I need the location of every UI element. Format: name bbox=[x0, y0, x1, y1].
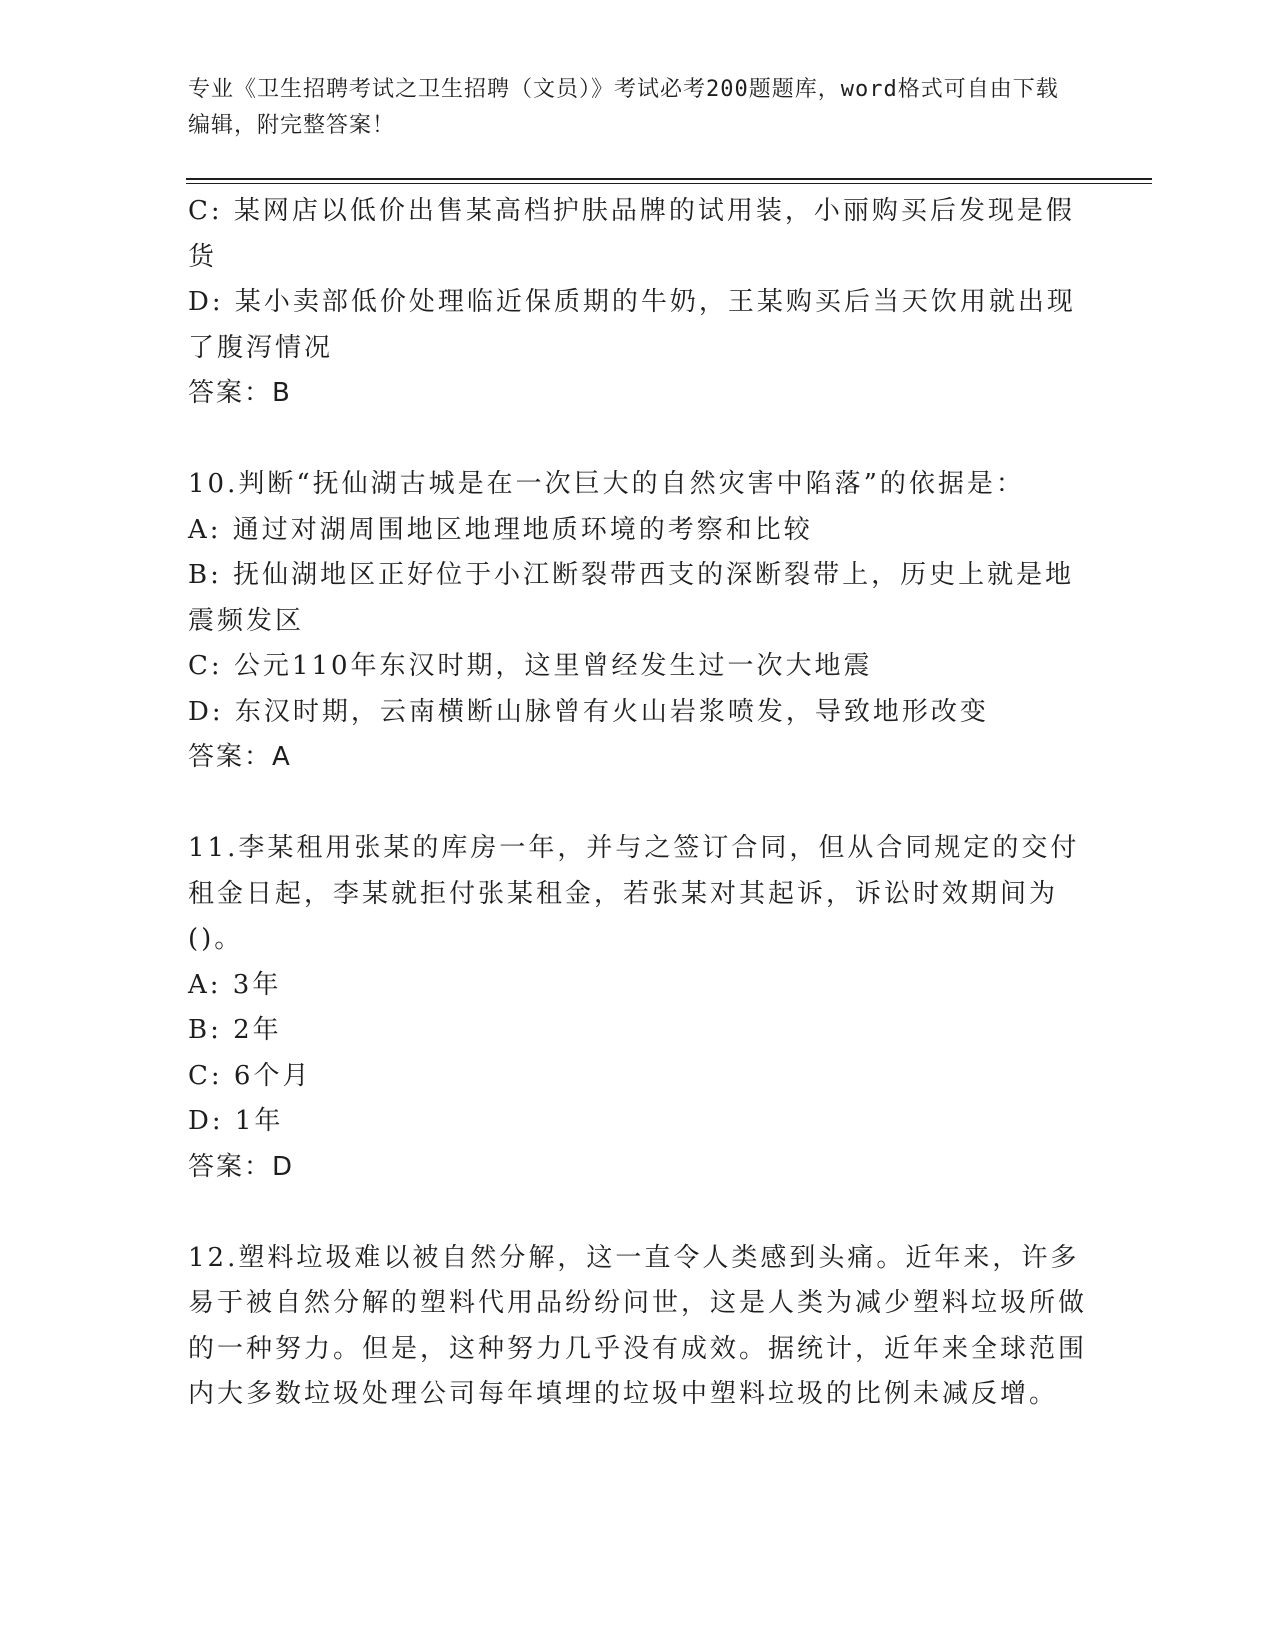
q10-option-d: D: 东汉时期，云南横断山脉曾有火山岩浆喷发，导致地形改变 bbox=[188, 696, 989, 727]
q11-answer: 答案：D bbox=[188, 1151, 295, 1182]
q11-option-a: A: 3年 bbox=[188, 969, 282, 1000]
question-9-continued bbox=[188, 189, 1088, 417]
header-rule-thin bbox=[186, 183, 1152, 184]
q10-option-a: A: 通过对湖周围地区地理地质环境的考察和比较 bbox=[188, 514, 813, 545]
question-10 bbox=[188, 462, 1088, 781]
spacer bbox=[188, 417, 1088, 463]
q9-option-c: C: 某网店以低价出售某高档护肤品牌的试用装，小丽购买后发现是假货 bbox=[188, 196, 1075, 272]
q9-answer: 答案：B bbox=[188, 378, 292, 408]
q10-option-c: C: 公元110年东汉时期，这里曾经发生过一次大地震 bbox=[188, 651, 873, 681]
question-11 bbox=[188, 826, 1088, 1190]
q10-option-b: B: 抚仙湖地区正好位于小江断裂带西支的深断裂带上，历史上就是地震频发区 bbox=[188, 560, 1075, 636]
spacer bbox=[188, 781, 1088, 827]
q11-option-c: C: 6个月 bbox=[188, 1060, 312, 1091]
q10-stem: 10.判断“抚仙湖古城是在一次巨大的自然灾害中陷落”的依据是： bbox=[188, 469, 1025, 499]
document-header: 专业《卫生招聘考试之卫生招聘（文员）》考试必考200题题库，word格式可自由下载编辑，附完整答案！ bbox=[188, 77, 1059, 138]
q10-answer: 答案：A bbox=[188, 742, 292, 772]
q12-stem: 12.塑料垃圾难以被自然分解，这一直令人类感到头痛。近年来，许多易于被自然分解的塑料代用品纷纷问世，这是人类为减少塑料垃圾所做的一种努力。但是，这种努力几乎没有成效。据统计，近年来全球范围内大多数垃圾处理公司每年填埋的垃圾中塑料垃圾的比例未减反增。 bbox=[188, 1242, 1088, 1409]
header-rule-thick bbox=[186, 178, 1152, 180]
question-content bbox=[188, 189, 1088, 1418]
question-12 bbox=[188, 1236, 1088, 1418]
spacer bbox=[188, 1190, 1088, 1236]
q11-option-b: B: 2年 bbox=[188, 1015, 282, 1045]
q11-option-d: D: 1年 bbox=[188, 1106, 284, 1136]
q11-stem: 11.李某租用张某的库房一年，并与之签订合同，但从合同规定的交付租金日起，李某就拒付张某租金，若张某对其起诉，诉讼时效期间为()。 bbox=[188, 833, 1080, 954]
q9-option-d: D: 某小卖部低价处理临近保质期的牛奶，王某购买后当天饮用就出现了腹泻情况 bbox=[188, 287, 1076, 363]
